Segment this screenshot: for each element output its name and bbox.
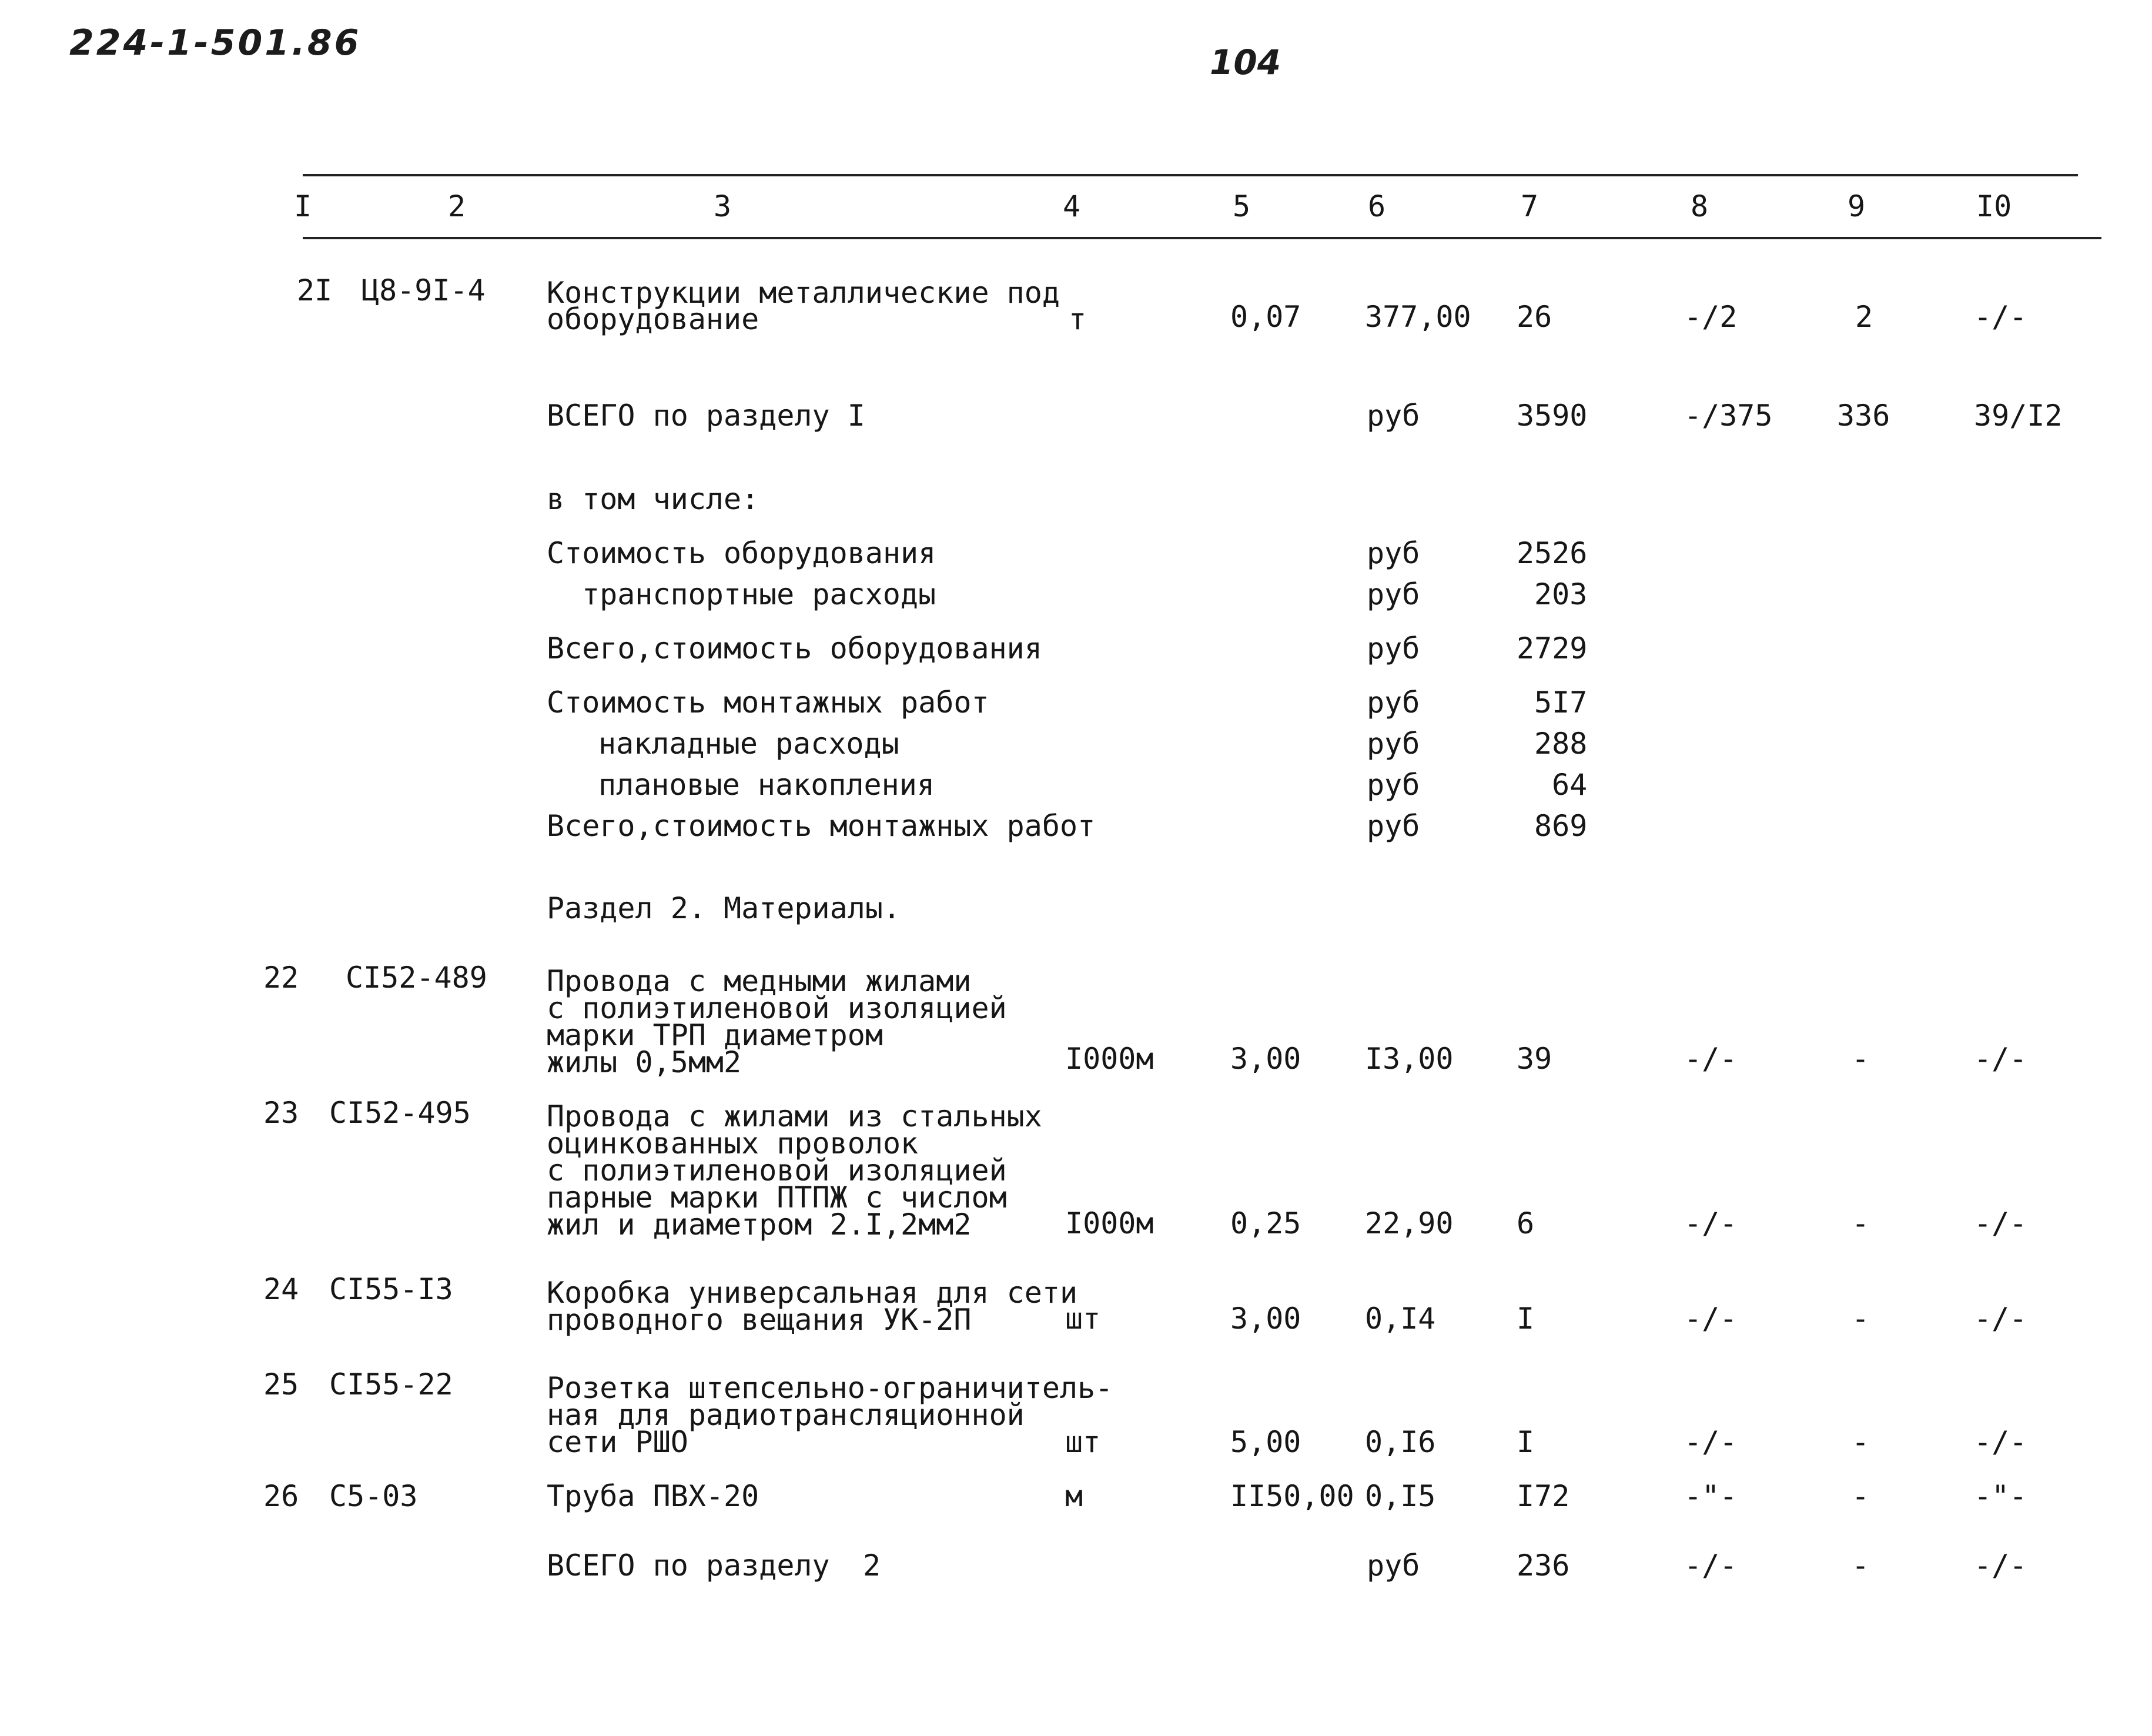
unit: м	[1065, 1479, 1083, 1513]
column-header: 3	[714, 189, 732, 223]
item-description-line: жил и диаметром 2.I,2мм2	[547, 1207, 972, 1242]
unit: руб	[1367, 768, 1420, 802]
unit: руб	[1367, 809, 1420, 843]
item-description-line: с полиэтиленовой изоляцией	[547, 1153, 1007, 1188]
breakdown-label: Всего,стоимость оборудования	[547, 631, 1042, 665]
unit-price: 377,00	[1365, 300, 1471, 334]
col8-value: -/-	[1684, 1548, 1738, 1583]
col8-value: -/-	[1684, 1206, 1738, 1240]
row-number: 2I	[297, 273, 333, 307]
total-cost: I72	[1517, 1479, 1570, 1513]
col8-value: -/-	[1684, 1302, 1738, 1336]
breakdown-value: 5I7	[1534, 685, 1588, 720]
item-description-line: Провода с жилами из стальных	[547, 1099, 1042, 1133]
header-bottom-rule	[303, 237, 2101, 239]
item-description-line: оборудование	[547, 302, 759, 336]
col9-value: 336	[1837, 399, 1890, 433]
item-description-line: Розетка штепсельно-ограничитель-	[547, 1371, 1113, 1405]
col9-value: -	[1852, 1425, 1870, 1459]
section-total-label: ВСЕГО по разделу I	[547, 399, 865, 433]
unit: руб	[1367, 577, 1420, 611]
col9-value: -	[1852, 1548, 1870, 1583]
unit: руб	[1367, 727, 1420, 761]
row-number: 22	[263, 961, 299, 995]
quantity: 3,00	[1230, 1042, 1301, 1076]
col10-value: -/-	[1974, 300, 2027, 334]
breakdown-value: 869	[1534, 809, 1588, 843]
row-number: 24	[263, 1272, 299, 1306]
col9-value: -	[1852, 1302, 1870, 1336]
unit: I000м	[1065, 1042, 1154, 1076]
unit-price: 0,I6	[1365, 1425, 1436, 1459]
item-description-line: Провода с медными жилами	[547, 964, 972, 998]
unit: руб	[1367, 536, 1420, 570]
unit-price: I3,00	[1365, 1042, 1454, 1076]
column-header: 2	[448, 189, 466, 223]
col10-value: -/-	[1974, 1548, 2027, 1583]
section-total-label: ВСЕГО по разделу	[547, 1548, 830, 1583]
section-total-value: 3590	[1517, 399, 1588, 433]
price-code: СI55-I3	[329, 1272, 453, 1306]
unit: шт	[1065, 1425, 1101, 1459]
item-description-line: с полиэтиленовой изоляцией	[547, 991, 1007, 1025]
including-label: в том числе:	[547, 482, 759, 516]
total-cost: I	[1517, 1302, 1535, 1336]
breakdown-value: 203	[1534, 577, 1588, 611]
row-number: 25	[263, 1367, 299, 1401]
price-code: СI55-22	[329, 1367, 453, 1401]
item-description-line: проводного вещания УК-2П	[547, 1303, 972, 1337]
unit: т	[1069, 302, 1087, 336]
col10-value: -/-	[1974, 1425, 2027, 1459]
total-cost: 6	[1517, 1206, 1535, 1240]
item-description-line: оцинкованных проволок	[547, 1126, 919, 1160]
total-cost: 39	[1517, 1042, 1552, 1076]
breakdown-value: 64	[1552, 768, 1588, 802]
col8-value: -/375	[1684, 399, 1773, 433]
column-header: 9	[1848, 189, 1866, 223]
column-header: 4	[1063, 189, 1081, 223]
col8-value: -/2	[1684, 300, 1738, 334]
breakdown-label: Стоимость оборудования	[547, 536, 936, 570]
breakdown-label: накладные расходы	[598, 727, 899, 761]
item-description-line: жилы 0,5мм2	[547, 1045, 742, 1079]
breakdown-value: 2729	[1517, 631, 1588, 665]
item-description-line: ная для радиотрансляционной	[547, 1398, 1025, 1432]
row-number: 26	[263, 1479, 299, 1513]
column-header: 6	[1368, 189, 1386, 223]
col10-value: 39/I2	[1974, 399, 2063, 433]
row-number: 23	[263, 1096, 299, 1130]
unit: руб	[1367, 399, 1420, 433]
total-cost: 26	[1517, 300, 1552, 334]
price-code: Ц8-9I-4	[362, 273, 486, 307]
unit: руб	[1367, 1548, 1420, 1583]
column-header: I0	[1976, 189, 2012, 223]
column-header: I	[294, 189, 312, 223]
price-code: С5-03	[329, 1479, 418, 1513]
item-description-line: марки ТРП диаметром	[547, 1018, 883, 1052]
breakdown-label: плановые накопления	[598, 768, 935, 802]
document-code: 224-1-501.86	[69, 22, 362, 63]
item-description-line: сети РШО	[547, 1425, 688, 1459]
col9-value: -	[1852, 1479, 1870, 1513]
unit: руб	[1367, 685, 1420, 720]
col8-value: -"-	[1684, 1479, 1738, 1513]
quantity: 3,00	[1230, 1302, 1301, 1336]
col9-value: -	[1852, 1042, 1870, 1076]
quantity: II50,00	[1230, 1479, 1354, 1513]
quantity: 5,00	[1230, 1425, 1301, 1459]
total-cost: I	[1517, 1425, 1535, 1459]
col9-value: 2	[1855, 300, 1873, 334]
unit-price: 0,I5	[1365, 1479, 1436, 1513]
price-code: СI52-495	[329, 1096, 471, 1130]
item-description-line: Труба ПВХ-20	[547, 1479, 759, 1513]
quantity: 0,07	[1230, 300, 1301, 334]
col10-value: -"-	[1974, 1479, 2027, 1513]
col9-value: -	[1852, 1206, 1870, 1240]
item-description-line: Конструкции металлические под	[547, 276, 1060, 310]
unit-price: 0,I4	[1365, 1302, 1436, 1336]
section-total-value: 236	[1517, 1548, 1570, 1583]
unit: шт	[1065, 1302, 1101, 1336]
col8-value: -/-	[1684, 1425, 1738, 1459]
table-top-rule	[303, 174, 2078, 176]
col10-value: -/-	[1974, 1042, 2027, 1076]
column-header: 7	[1521, 189, 1539, 223]
price-code: СI52-489	[346, 961, 487, 995]
breakdown-value: 2526	[1517, 536, 1588, 570]
section-title: Раздел 2. Материалы.	[547, 891, 901, 925]
unit: руб	[1367, 631, 1420, 665]
item-description-line: Коробка универсальная для сети	[547, 1276, 1078, 1310]
quantity: 0,25	[1230, 1206, 1301, 1240]
col8-value: -/-	[1684, 1042, 1738, 1076]
breakdown-value: 288	[1534, 727, 1588, 761]
column-header: 5	[1233, 189, 1251, 223]
page-number: 104	[1210, 42, 1281, 82]
col10-value: -/-	[1974, 1302, 2027, 1336]
column-header: 8	[1691, 189, 1709, 223]
item-description-line: парные марки ПТПЖ с числом	[547, 1180, 1007, 1215]
unit-price: 22,90	[1365, 1206, 1454, 1240]
unit: I000м	[1065, 1206, 1154, 1240]
breakdown-label: транспортные расходы	[582, 577, 936, 611]
section-total-number: 2	[863, 1548, 881, 1583]
col10-value: -/-	[1974, 1206, 2027, 1240]
breakdown-label: Стоимость монтажных работ	[547, 685, 989, 720]
breakdown-label: Всего,стоимость монтажных работ	[547, 809, 1096, 843]
